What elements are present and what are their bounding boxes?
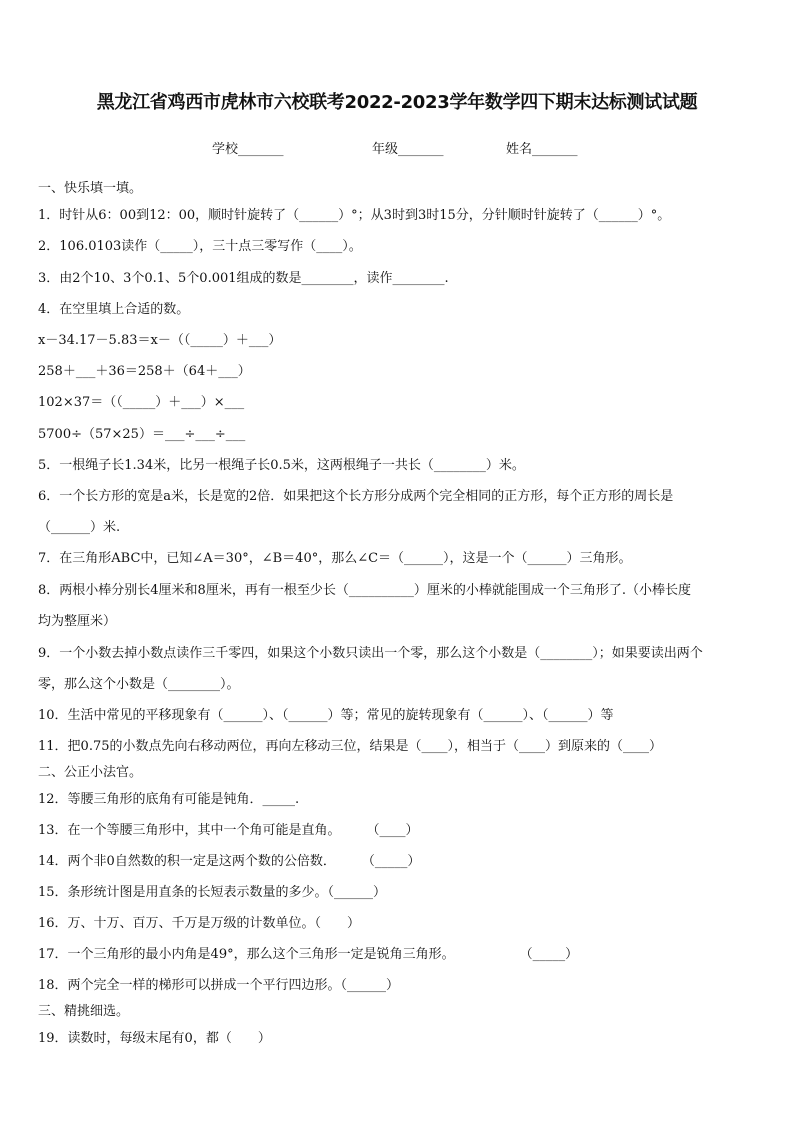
name-field[interactable]: 姓名_______ bbox=[506, 142, 578, 157]
question-1: 1．时针从6：00到12：00，顺时针旋转了（______）°；从3时到3时15分，分针顺时针旋转了（______）°。 bbox=[38, 208, 671, 223]
section-heading-multiple-choice: 三、精挑细选。 bbox=[38, 1004, 130, 1019]
grade-field[interactable]: 年级_______ bbox=[372, 142, 444, 157]
question-8: 8．两根小棒分别长4厘米和8厘米，再有一根至少长（__________）厘米的小棒就能围成一个三角形了.（小棒长度 bbox=[38, 583, 691, 598]
question-4-item-3: 102×37＝（（_____）＋___）×___ bbox=[38, 395, 245, 410]
question-17: 17．一个三角形的最小内角是49°，那么这个三角形一定是锐角三角形。 （_____） bbox=[38, 947, 579, 962]
question-8-cont: 均为整厘米） bbox=[38, 614, 117, 629]
question-19: 19．读数时，每级末尾有0，都（ ） bbox=[38, 1031, 271, 1046]
section-heading-fill-in: 一、快乐填一填。 bbox=[38, 181, 143, 196]
question-10: 10．生活中常见的平移现象有（______）、（______）等；常见的旋转现象有（______）、（______）等 bbox=[38, 708, 614, 723]
question-12: 12．等腰三角形的底角有可能是钝角．_____. bbox=[38, 792, 300, 807]
question-16: 16．万、十万、百万、千万是万级的计数单位。（ ） bbox=[38, 916, 361, 931]
question-11: 11．把0.75的小数点先向右移动两位，再向左移动三位，结果是（____），相当于（____）到原来的（____） bbox=[38, 739, 662, 754]
school-field[interactable]: 学校_______ bbox=[212, 142, 284, 157]
question-14: 14．两个非0自然数的积一定是这两个数的公倍数． （_____） bbox=[38, 854, 421, 869]
question-4: 4．在空里填上合适的数。 bbox=[38, 302, 190, 317]
question-5: 5．一根绳子长1.34米，比另一根绳子长0.5米，这两根绳子一共长（________）米。 bbox=[38, 458, 525, 473]
question-15: 15．条形统计图是用直条的长短表示数量的多少。（______） bbox=[38, 885, 387, 900]
question-4-item-2: 258＋___＋36＝258＋（64＋___） bbox=[38, 364, 251, 379]
question-6: 6．一个长方形的宽是a米，长是宽的2倍．如果把这个长方形分成两个完全相同的正方形，每个正方形的周长是 bbox=[38, 489, 674, 504]
page-title: 黑龙江省鸡西市虎林市六校联考2022-2023学年数学四下期末达标测试试题 bbox=[96, 92, 698, 113]
question-2: 2．106.0103读作（_____），三十点三零写作（____）。 bbox=[38, 239, 362, 254]
question-13: 13．在一个等腰三角形中，其中一个角可能是直角。 （____） bbox=[38, 823, 419, 838]
question-4-item-1: x－34.17－5.83＝x－（（_____）＋___） bbox=[38, 333, 282, 348]
section-heading-true-false: 二、公正小法官。 bbox=[38, 765, 143, 780]
question-9: 9．一个小数去掉小数点读作三千零四，如果这个小数只读出一个零，那么这个小数是（________）；如果要读出两个 bbox=[38, 646, 703, 661]
question-18: 18．两个完全一样的梯形可以拼成一个平行四边形。（______） bbox=[38, 978, 400, 993]
question-3: 3．由2个10、3个0.1、5个0.001组成的数是________，读作________. bbox=[38, 271, 449, 286]
question-9-cont: 零，那么这个小数是（________）。 bbox=[38, 677, 240, 692]
question-4-item-4: 5700÷（57×25）＝___÷___÷___ bbox=[38, 427, 246, 442]
question-6-cont: （______）米. bbox=[38, 520, 121, 535]
question-7: 7．在三角形ABC中，已知∠A＝30°，∠B＝40°，那么∠C＝（______），这是一个（______）三角形。 bbox=[38, 551, 632, 566]
